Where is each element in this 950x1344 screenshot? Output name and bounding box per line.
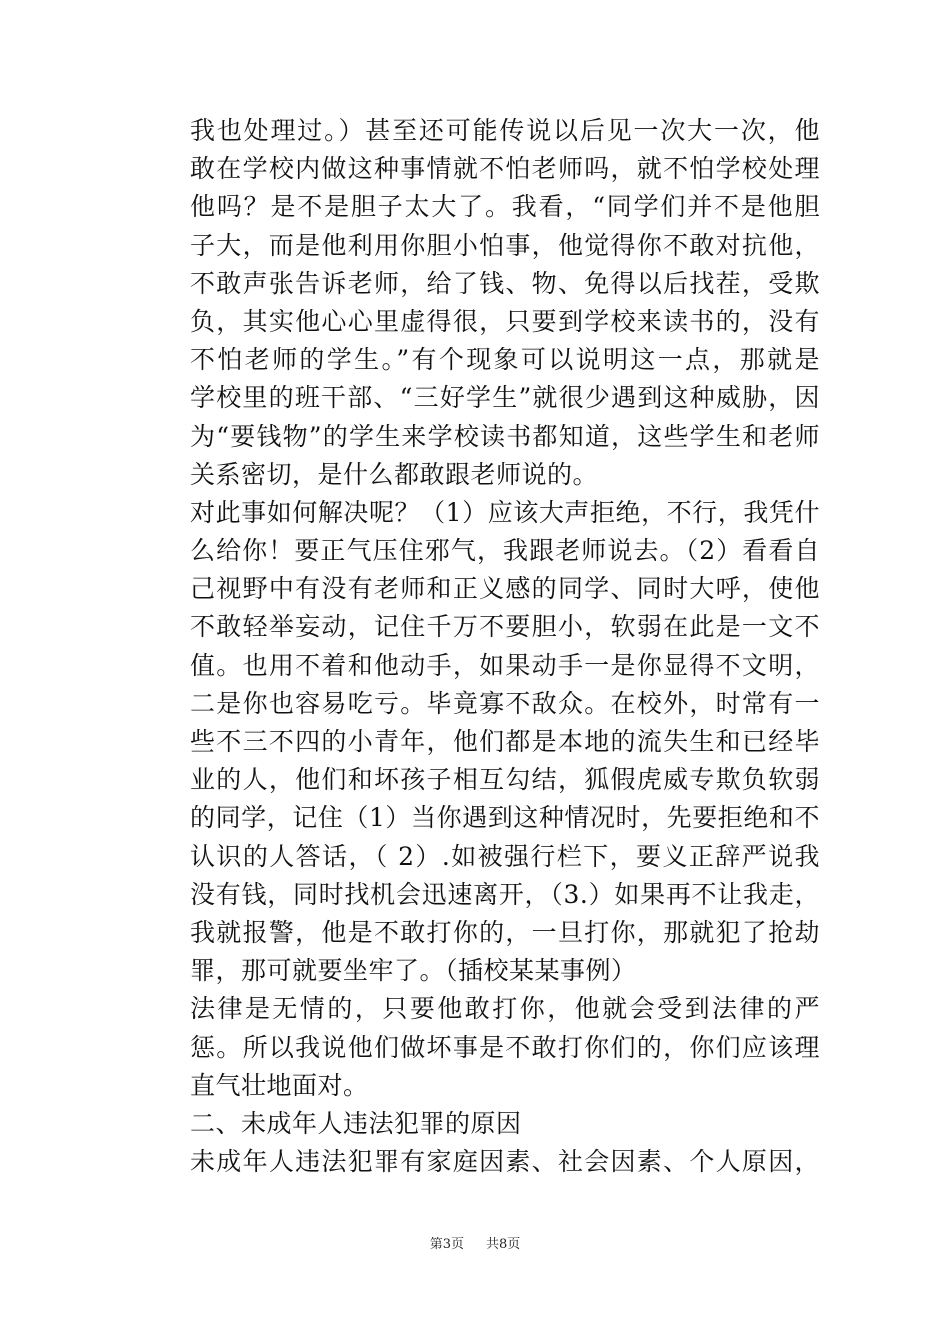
text-line: 学校里的班干部、“三好学生”就很少遇到这种威胁，因 <box>190 383 820 413</box>
text-line: 对此事如何解决呢？（1）应该大声拒绝，不行，我凭什 <box>190 497 820 527</box>
document-body <box>190 112 820 1181</box>
text-line: 未成年人违法犯罪有家庭因素、社会因素、个人原因， <box>190 1147 820 1177</box>
text-line: 的同学，记住（1）当你遇到这种情况时，先要拒绝和不 <box>190 803 820 833</box>
paragraph <box>190 112 820 494</box>
heading-text: 二、未成年人违法犯罪的原因 <box>190 1108 522 1138</box>
text-line: 业的人，他们和坏孩子相互勾结，狐假虎威专欺负软弱 <box>190 765 820 795</box>
text-line: 不敢轻举妄动，记住千万不要胆小，软弱在此是一文不 <box>190 612 820 642</box>
text-line: 我就报警，他是不敢打你的，一旦打你，那就犯了抢劫 <box>190 917 820 947</box>
text-line: 惩。所以我说他们做坏事是不敢打你们的，你们应该理 <box>190 1032 820 1062</box>
text-line: 敢在学校内做这种事情就不怕老师吗，就不怕学校处理 <box>190 154 820 184</box>
section-heading <box>190 1105 820 1143</box>
text-line: 法律是无情的，只要他敢打你，他就会受到法律的严 <box>190 994 820 1024</box>
text-line: 不怕老师的学生。”有个现象可以说明这一点，那就是 <box>190 345 820 375</box>
text-line: 直气壮地面对。 <box>190 1070 369 1100</box>
text-line: 我也处理过。）甚至还可能传说以后见一次大一次，他 <box>190 116 820 145</box>
text-line: 没有钱，同时找机会迅速离开，（3.）如果再不让我走， <box>190 879 820 909</box>
page-footer <box>0 1233 950 1252</box>
text-line: 己视野中有没有老师和正义感的同学、同时大呼，使他 <box>190 574 820 604</box>
text-line: 认识的人答话，（ 2）.如被强行栏下，要义正辞严说我 <box>190 841 820 871</box>
paragraph <box>190 990 820 1105</box>
text-line: 负，其实他心心里虚得很，只要到学校来读书的，没有 <box>190 306 820 336</box>
text-line: 么给你！要正气压住邪气，我跟老师说去。（2）看看自 <box>190 536 820 566</box>
text-line: 他吗？是不是胆子太大了。我看，“同学们并不是他胆 <box>190 192 820 222</box>
page-number-current: 第3页 <box>429 1237 464 1252</box>
paragraph <box>190 1143 820 1181</box>
text-line: 关系密切，是什么都敢跟老师说的。 <box>190 459 599 489</box>
page-number-total: 共8页 <box>486 1237 521 1252</box>
text-line: 值。也用不着和他动手，如果动手一是你显得不文明， <box>190 650 820 680</box>
text-line: 二是你也容易吃亏。毕竟寡不敌众。在校外，时常有一 <box>190 688 820 718</box>
text-line: 不敢声张告诉老师，给了钱、物、免得以后找茬，受欺 <box>190 268 820 298</box>
paragraph <box>190 494 820 990</box>
text-line: 为“要钱物”的学生来学校读书都知道，这些学生和老师 <box>190 421 820 451</box>
text-line: 罪，那可就要坐牢了。（插校某某事例） <box>190 956 637 986</box>
text-line: 子大，而是他利用你胆小怕事，他觉得你不敢对抗他， <box>190 230 820 260</box>
text-line: 些不三不四的小青年，他们都是本地的流失生和已经毕 <box>190 727 820 756</box>
